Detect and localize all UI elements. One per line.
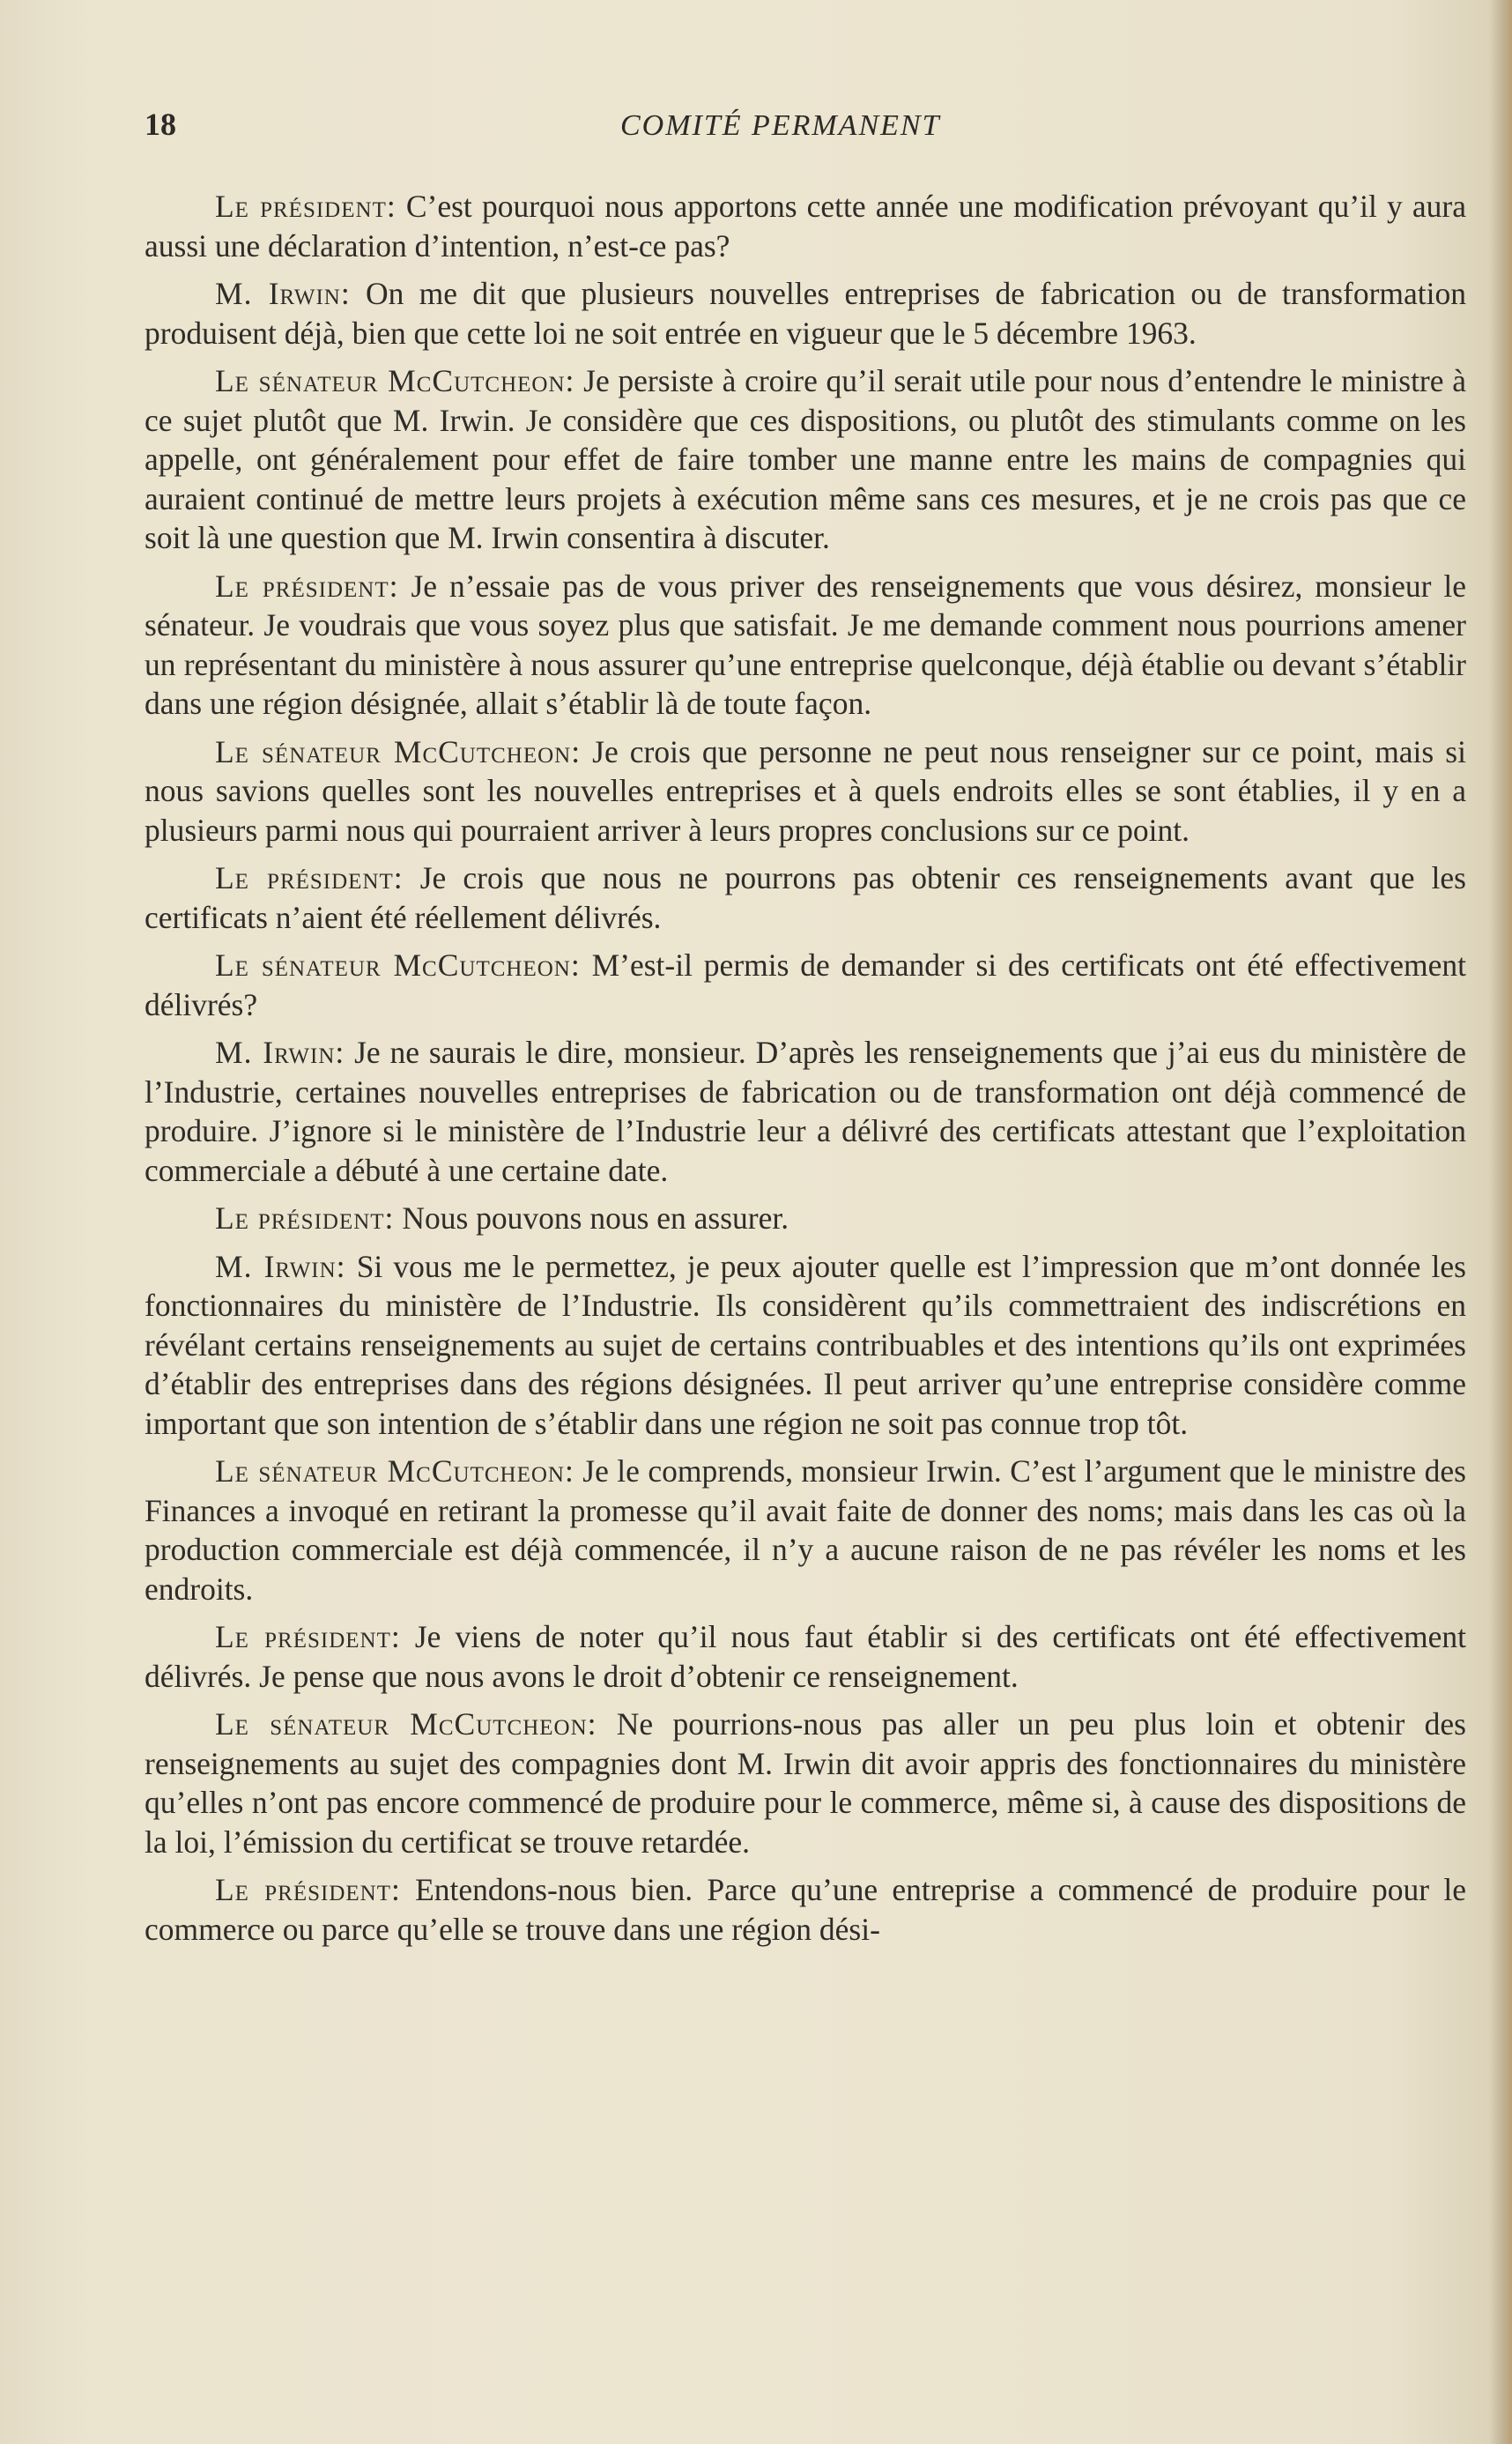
paragraph-text: Je viens de noter qu’il nous faut établir si des certificats ont été effectivement délivrés. Je pense que nous avons le droit d’obtenir ce renseignement. [145,1619,1466,1694]
paragraph [145,187,1466,265]
paragraph-text: Je n’essaie pas de vous priver des renseignements que vous désirez, monsieur le sénateur. Je voudrais que vous soyez plus que satisfait. Je me demande comment nous pourrions amener un représentant du ministère à nous assurer qu’une entreprise quelconque, déjà établie ou devant s’établir dans une région désignée, allait s’établir là de toute façon. [145,568,1466,721]
paragraph-text: Ne pourrions-nous pas aller un peu plus loin et obtenir des renseignements au sujet des compagnies dont M. Irwin dit avoir appris des fonctionnaires du ministère qu’elles n’ont pas encore commencé de produire pour le commerce, même si, à cause des dispositions de la loi, l’émission du certificat se trouve retardée. [145,1706,1466,1860]
paragraph [145,732,1466,851]
paragraph [145,1870,1466,1949]
speaker-label: Le sénateur McCutcheon: [215,1706,597,1742]
paragraph [145,567,1466,724]
speaker-label: M. Irwin: [215,1035,345,1070]
paragraph-text: M’est-il permis de demander si des certificats ont été effectivement délivrés? [145,947,1466,1022]
paragraph-text: Je crois que personne ne peut nous renseigner sur ce point, mais si nous savions quelles sont les nouvelles entreprises et à quels endroits elles se sont établies, il y en a plusieurs parmi nous qui pourraient arriver à leurs propres conclusions sur ce point. [145,733,1466,848]
page-header [145,106,1466,159]
paragraph-text: C’est pourquoi nous apportons cette année une modification prévoyant qu’il y aura aussi une déclaration d’intention, n’est-ce pas? [145,189,1466,264]
speaker-label: Le président: [215,1619,401,1654]
paragraph [145,858,1466,937]
paragraph [145,1452,1466,1608]
paragraph-text: Je crois que nous ne pourrons pas obtenir ces renseignements avant que les certificats n’aient été réellement délivrés. [145,860,1466,935]
paragraph-text: On me dit que plusieurs nouvelles entreprises de fabrication ou de transformation produisent déjà, bien que cette loi ne soit entrée en vigueur que le 5 décembre 1963. [145,276,1466,351]
paragraph [145,1199,1466,1238]
speaker-label: Le sénateur McCutcheon: [215,363,575,398]
paragraph [145,1247,1466,1444]
speaker-label: Le président: [215,860,404,895]
transcript-body [145,187,1466,1957]
paragraph-text: Entendons-nous bien. Parce qu’une entreprise a commencé de produire pour le commerce ou parce qu’elle se trouve dans une région dési- [145,1872,1466,1947]
speaker-label: Le président: [215,568,399,604]
speaker-label: Le sénateur McCutcheon: [215,733,582,769]
paragraph-text: Nous pouvons nous en assurer. [394,1200,789,1236]
speaker-label: Le président: [215,1872,401,1907]
speaker-label: M. Irwin: [215,276,351,311]
paragraph [145,1617,1466,1696]
paragraph-text: Si vous me le permettez, je peux ajouter quelle est l’impression que m’ont donnée les fonctionnaires du ministère de l’Industrie. Ils considèrent qu’ils commettraient des indiscrétions en révélant certains renseignements au sujet de certains contribuables et des intentions qu’ils ont exprimées d’établir des entreprises dans des régions désignées. Il peut arriver qu’une entreprise considère comme important que son intention de s’établir dans une région ne soit pas connue trop tôt. [145,1248,1466,1441]
page-number: 18 [145,107,176,142]
speaker-label: Le sénateur McCutcheon: [215,947,581,983]
paragraph-text: Je le comprends, monsieur Irwin. C’est l’argument que le ministre des Finances a invoqué en retirant la promesse qu’il avait faite de donner des noms; mais dans les cas où la production commerciale est déjà commencée, il n’y a aucune raison de ne pas révéler les noms et les endroits. [145,1453,1466,1607]
paragraph [145,1705,1466,1861]
paragraph [145,946,1466,1024]
speaker-label: M. Irwin: [215,1248,346,1284]
paragraph-text: Je ne saurais le dire, monsieur. D’après les renseignements que j’ai eus du ministère de l’Industrie, certaines nouvelles entreprises de fabrication ou de transformation ont déjà commencé de produire. J’ignore si le ministère de l’Industrie leur a délivré des certificats attestant que l’exploitation commerciale a débuté à une certaine date. [145,1035,1466,1188]
speaker-label: Le président: [215,189,397,224]
page-edge-shadow [1489,0,1512,2444]
running-title: COMITÉ PERMANENT [620,109,941,142]
speaker-label: Le sénateur McCutcheon: [215,1453,574,1489]
speaker-label: Le président: [215,1200,395,1236]
paragraph [145,361,1466,558]
paragraph-text: Je persiste à croire qu’il serait utile pour nous d’entendre le ministre à ce sujet plutôt que M. Irwin. Je considère que ces dispositions, ou plutôt des stimulants comme on les appelle, ont généralement pour effet de faire tomber une manne entre les mains de compagnies qui auraient continué de mettre leurs projets à exécution même sans ces mesures, et je ne crois pas que ce soit là une question que M. Irwin consentira à discuter. [145,363,1466,555]
paragraph [145,274,1466,353]
paragraph [145,1033,1466,1190]
